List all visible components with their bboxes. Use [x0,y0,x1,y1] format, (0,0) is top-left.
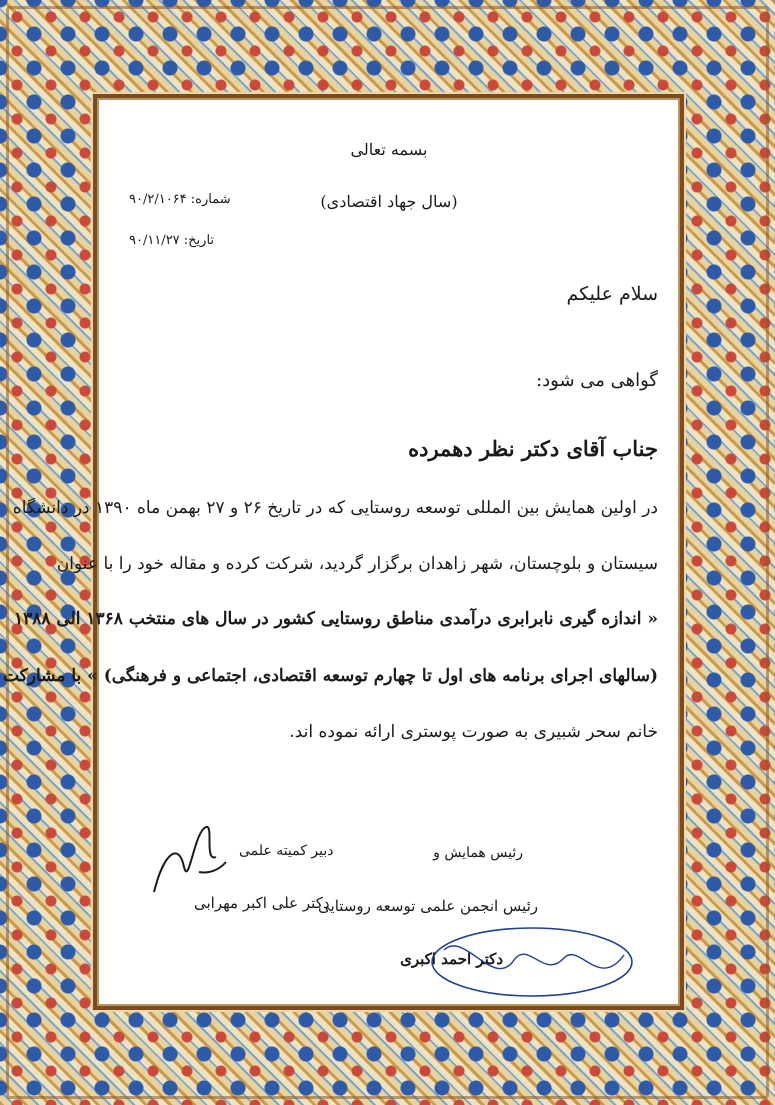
certificate-panel [2,98,680,1006]
body-line: « اندازه گیری نابرابری درآمدی مناطق روستایی کشور در سال های منتخب ۱۳۶۸ الی ۱۳۸۸ [13,609,658,629]
year-motto: (سال جهاد اقتصادی) [320,192,458,211]
attestation: گواهی می شود: [536,370,658,391]
left-signatory-title: دبیر کمیته علمی [239,843,334,859]
right-signatory-title: رئیس همایش و [433,845,523,861]
body-line: سیستان و بلوچستان، شهر زاهدان برگزار گردید، شرکت کرده و مقاله خود را با عنوان [56,554,658,574]
right-signatory-title-2: رئیس انجمن علمی توسعه روستایی [318,897,538,915]
bismillah-heading: بسمه تعالی [350,140,428,159]
right-signature [424,920,639,1010]
letter-number: شماره: ۹۰/۲/۱۰۶۴ [129,192,231,207]
right-signatory-name: دکتر احمد اکبری [400,950,503,968]
left-signatory-name: دکتر علی اکبر مهرابی [194,894,330,912]
left-signature [144,812,234,912]
recipient-name: جناب آقای دکتر نظر دهمرده [408,436,658,461]
greeting: سلام علیکم [566,283,658,305]
body-line: خانم سحر شبیری به صورت پوستری ارائه نموده اند. [289,722,658,742]
letter-date: تاریخ: ۹۰/۱۱/۲۷ [129,233,215,248]
body-line: (سالهای اجرای برنامه های اول تا چهارم توسعه اقتصادی، اجتماعی و فرهنگی) » با مشارکت [2,666,658,686]
body-line: در اولین همایش بین المللی توسعه روستایی که در تاریخ ۲۶ و ۲۷ بهمن ماه ۱۳۹۰ در دانشگاه [12,498,658,518]
